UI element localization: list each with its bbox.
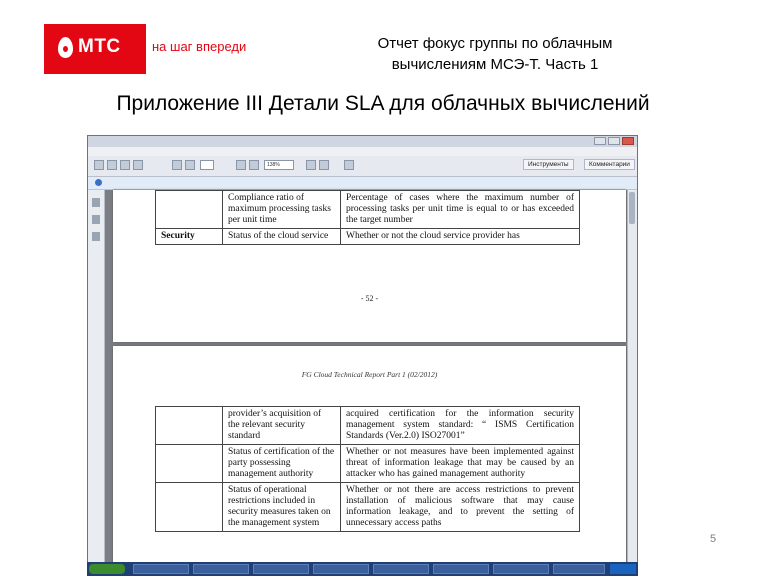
- category-cell: [156, 483, 223, 532]
- system-tray: [610, 564, 636, 574]
- running-header: FG Cloud Technical Report Part 1 (02/2012): [301, 370, 438, 379]
- category-cell: Security: [156, 229, 223, 245]
- parameter-cell: provider’s acquisition of the relevant security standard: [223, 407, 341, 445]
- page-field[interactable]: [200, 160, 214, 170]
- table-row: [156, 407, 580, 445]
- sla-table-page52: [155, 190, 580, 245]
- category-cell: [156, 445, 223, 483]
- report-title-line1: Отчет фокус группы по облачным: [377, 35, 613, 52]
- description-cell: Whether or not measures have been implemented against threat of information leakage that may be caused by an attacker who has gained management authority: [341, 445, 580, 483]
- window-controls: [594, 137, 634, 145]
- description-cell: Whether or not the cloud service provider has: [341, 229, 580, 245]
- report-title-line2: вычислениям МСЭ-Т. Часть 1: [391, 56, 599, 73]
- description-cell: acquired certification for the information security management system standard: “ ISMS Certification Standards (Ver.2.0) ISO27001”: [341, 407, 580, 445]
- comment-button[interactable]: Комментарии: [584, 159, 635, 170]
- slogan: на шаг впереди: [152, 39, 247, 54]
- windows-taskbar: [87, 562, 638, 576]
- parameter-cell: Status of operational restrictions included in security measures taken on the management system: [223, 483, 341, 532]
- signatures-icon[interactable]: [92, 232, 100, 241]
- info-icon: [95, 179, 102, 186]
- report-title: [300, 33, 690, 75]
- taskbar-item[interactable]: [133, 564, 189, 574]
- sla-table-page53: [155, 406, 580, 532]
- mts-egg-icon: [58, 37, 73, 58]
- open-icon[interactable]: [94, 160, 104, 170]
- print-icon[interactable]: [120, 160, 130, 170]
- parameter-cell: Status of certification of the party possessing management authority: [223, 445, 341, 483]
- table-row: [156, 191, 580, 229]
- slide-heading: Приложение III Детали SLA для облачных вычислений: [116, 92, 650, 115]
- description-cell: Percentage of cases where the maximum number of processing tasks per unit time is equal to or has exceeded the target number: [341, 191, 580, 229]
- create-icon[interactable]: [107, 160, 117, 170]
- menu-bar: [88, 147, 637, 156]
- fit-page-icon[interactable]: [306, 160, 316, 170]
- zoom-field[interactable]: 138%: [264, 160, 294, 170]
- close-icon[interactable]: [622, 137, 634, 145]
- email-icon[interactable]: [133, 160, 143, 170]
- taskbar-item[interactable]: [193, 564, 249, 574]
- taskbar-item[interactable]: [433, 564, 489, 574]
- attachments-icon[interactable]: [92, 215, 100, 224]
- maximize-icon[interactable]: [608, 137, 620, 145]
- taskbar-item[interactable]: [553, 564, 605, 574]
- pdf-page-52: [113, 190, 626, 342]
- mts-logo: [44, 24, 146, 74]
- taskbar-item[interactable]: [253, 564, 309, 574]
- scroll-thumb[interactable]: [629, 192, 635, 224]
- prev-page-icon[interactable]: [172, 160, 182, 170]
- pdf-page-53: [113, 346, 626, 566]
- info-notice-bar: [88, 177, 637, 190]
- table-row: [156, 483, 580, 532]
- taskbar-item[interactable]: [313, 564, 369, 574]
- vertical-scrollbar[interactable]: [627, 190, 637, 562]
- zoom-in-icon[interactable]: [249, 160, 259, 170]
- page-number: - 52 -: [360, 294, 379, 303]
- tools-button[interactable]: Инструменты: [523, 159, 574, 170]
- pdf-viewer-window: [87, 135, 638, 575]
- next-page-icon[interactable]: [185, 160, 195, 170]
- minimize-icon[interactable]: [594, 137, 606, 145]
- window-titlebar: [88, 136, 637, 147]
- table-row: [156, 229, 580, 245]
- taskbar-item[interactable]: [373, 564, 429, 574]
- parameter-cell: Compliance ratio of maximum processing tasks per unit time: [223, 191, 341, 229]
- logo-text: МТС: [78, 36, 121, 57]
- category-cell: [156, 407, 223, 445]
- taskbar-item[interactable]: [493, 564, 549, 574]
- sign-icon[interactable]: [344, 160, 354, 170]
- viewer-toolbar: [88, 156, 637, 177]
- table-row: [156, 445, 580, 483]
- navigation-pane: [88, 190, 105, 562]
- start-button[interactable]: [89, 564, 125, 574]
- fit-width-icon[interactable]: [319, 160, 329, 170]
- description-cell: Whether or not there are access restrictions to prevent installation of malicious software that may cause information leakage, and to prevent the setting of unnecessary access paths: [341, 483, 580, 532]
- zoom-out-icon[interactable]: [236, 160, 246, 170]
- pages-icon[interactable]: [92, 198, 100, 207]
- slide-number: 5: [710, 533, 717, 545]
- category-cell: [156, 191, 223, 229]
- parameter-cell: Status of the cloud service: [223, 229, 341, 245]
